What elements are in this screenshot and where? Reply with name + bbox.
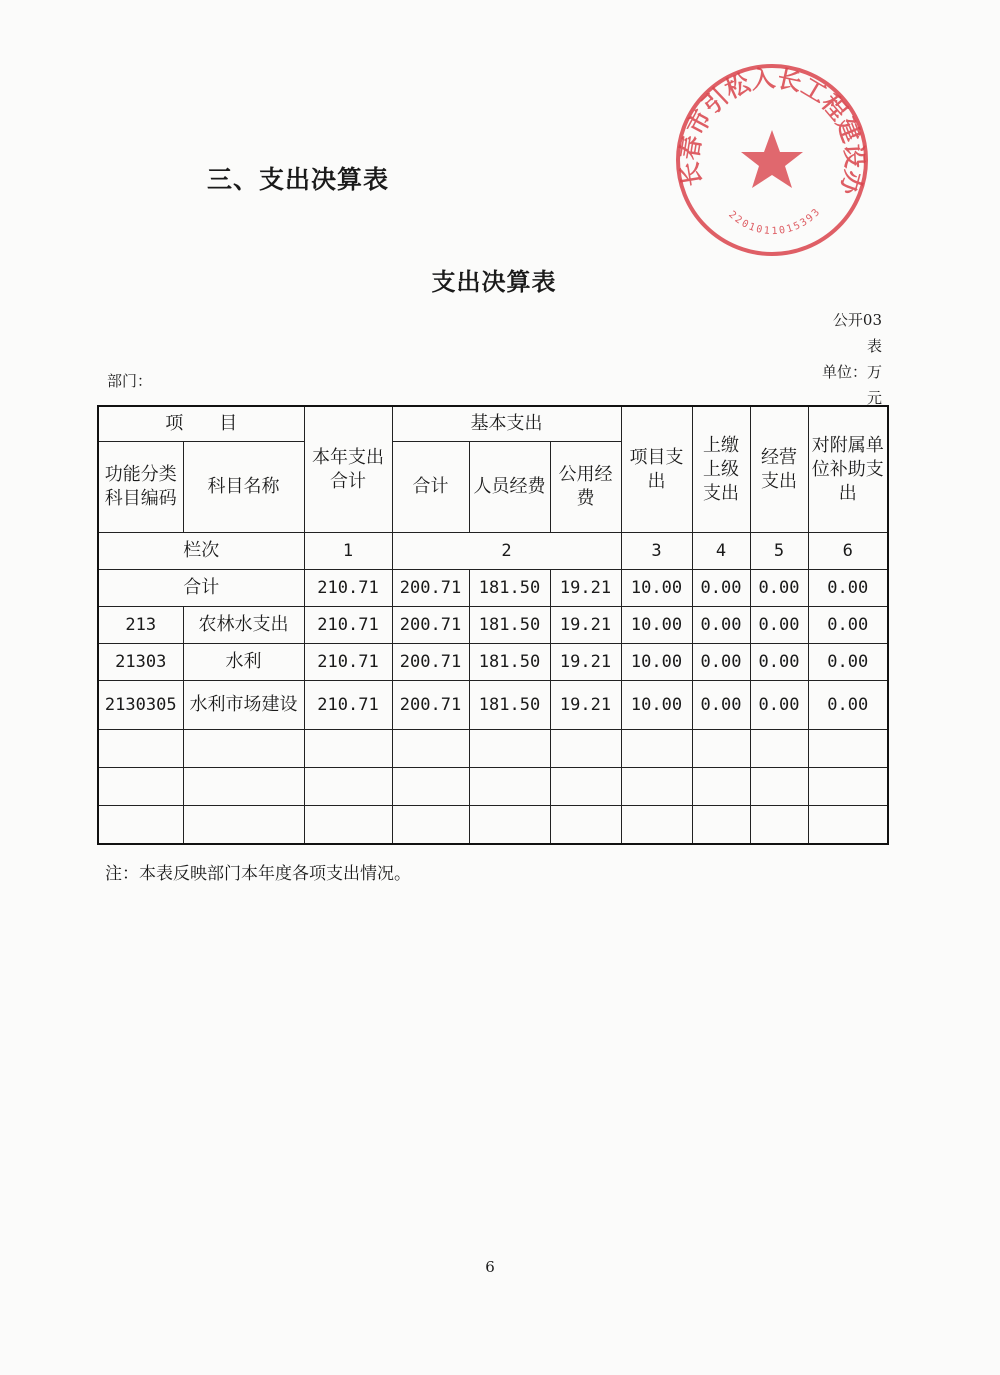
cell-value: 210.71	[304, 644, 392, 681]
expenditure-table	[97, 405, 889, 845]
cell-value: 0.00	[692, 607, 750, 644]
official-seal	[672, 60, 872, 260]
cell-value: 0.00	[750, 570, 808, 607]
cell-value: 210.71	[304, 570, 392, 607]
header-basic-total: 合计	[392, 442, 469, 533]
header-public: 公用经费	[550, 442, 621, 533]
seal-number: 2201011015393	[726, 205, 824, 238]
cell-value: 0.00	[692, 681, 750, 730]
header-subsidiary: 对附属单位补助支出	[808, 406, 888, 533]
header-total: 本年支出合计	[304, 406, 392, 533]
cell-value: 0.00	[692, 644, 750, 681]
table-title: 支出决算表	[431, 268, 557, 296]
section-heading: 三、支出决算表	[207, 165, 390, 194]
seal-star-icon	[741, 130, 803, 188]
cell-value: 10.00	[621, 644, 692, 681]
row-code: 2130305	[98, 681, 183, 730]
row-code: 213	[98, 607, 183, 644]
header-name: 科目名称	[183, 442, 304, 533]
cell-value: 200.71	[392, 681, 469, 730]
row-code: 21303	[98, 644, 183, 681]
svg-text:2201011015393	[726, 206, 823, 237]
table-row	[98, 607, 888, 644]
row-name: 农林水支出	[183, 607, 304, 644]
cell-value: 10.00	[621, 607, 692, 644]
form-code: 公开03表	[832, 311, 882, 355]
svg-text:长春市引松入长工程建设办公室	[672, 60, 869, 199]
cell-value: 19.21	[550, 681, 621, 730]
empty-row	[98, 768, 888, 806]
row-name: 水利市场建设	[183, 681, 304, 730]
cell-value: 181.50	[469, 570, 550, 607]
cell-value: 200.71	[392, 570, 469, 607]
cell-value: 210.71	[304, 681, 392, 730]
seal-text: 长春市引松入长工程建设办	[675, 64, 869, 198]
table-row	[98, 644, 888, 681]
column-index: 4	[692, 533, 750, 570]
cell-value: 0.00	[808, 570, 888, 607]
header-basic: 基本支出	[392, 406, 621, 442]
cell-value: 10.00	[621, 570, 692, 607]
empty-row	[98, 730, 888, 768]
cell-value: 0.00	[750, 681, 808, 730]
cell-value: 10.00	[621, 681, 692, 730]
cell-value: 200.71	[392, 607, 469, 644]
column-index: 1	[304, 533, 392, 570]
cell-value: 200.71	[392, 644, 469, 681]
cell-value: 0.00	[750, 644, 808, 681]
page-number: 6	[485, 1258, 495, 1276]
seal-graphic	[672, 60, 872, 260]
cell-value: 181.50	[469, 681, 550, 730]
total-row	[98, 570, 888, 607]
table-note: 注：本表反映部门本年度各项支出情况。	[105, 864, 411, 884]
column-index: 5	[750, 533, 808, 570]
column-index: 3	[621, 533, 692, 570]
header-superior: 上缴上级支出	[692, 406, 750, 533]
cell-value: 0.00	[808, 607, 888, 644]
column-index-label: 栏次	[98, 533, 304, 570]
cell-value: 19.21	[550, 570, 621, 607]
unit-label: 单位：万元	[821, 363, 882, 407]
cell-value: 0.00	[808, 644, 888, 681]
department-label: 部门：	[107, 372, 153, 390]
header-business: 经营支出	[750, 406, 808, 533]
row-name: 水利	[183, 644, 304, 681]
cell-value: 0.00	[808, 681, 888, 730]
total-label: 合计	[98, 570, 304, 607]
column-index: 6	[808, 533, 888, 570]
cell-value: 19.21	[550, 607, 621, 644]
cell-value: 0.00	[692, 570, 750, 607]
table-row	[98, 681, 888, 730]
header-project: 项目支出	[621, 406, 692, 533]
header-personnel: 人员经费	[469, 442, 550, 533]
cell-value: 210.71	[304, 607, 392, 644]
header-item: 项 目	[98, 406, 304, 442]
empty-row	[98, 806, 888, 845]
header-code: 功能分类科目编码	[98, 442, 183, 533]
cell-value: 19.21	[550, 644, 621, 681]
cell-value: 181.50	[469, 607, 550, 644]
column-index: 2	[392, 533, 621, 570]
cell-value: 0.00	[750, 607, 808, 644]
cell-value: 181.50	[469, 644, 550, 681]
